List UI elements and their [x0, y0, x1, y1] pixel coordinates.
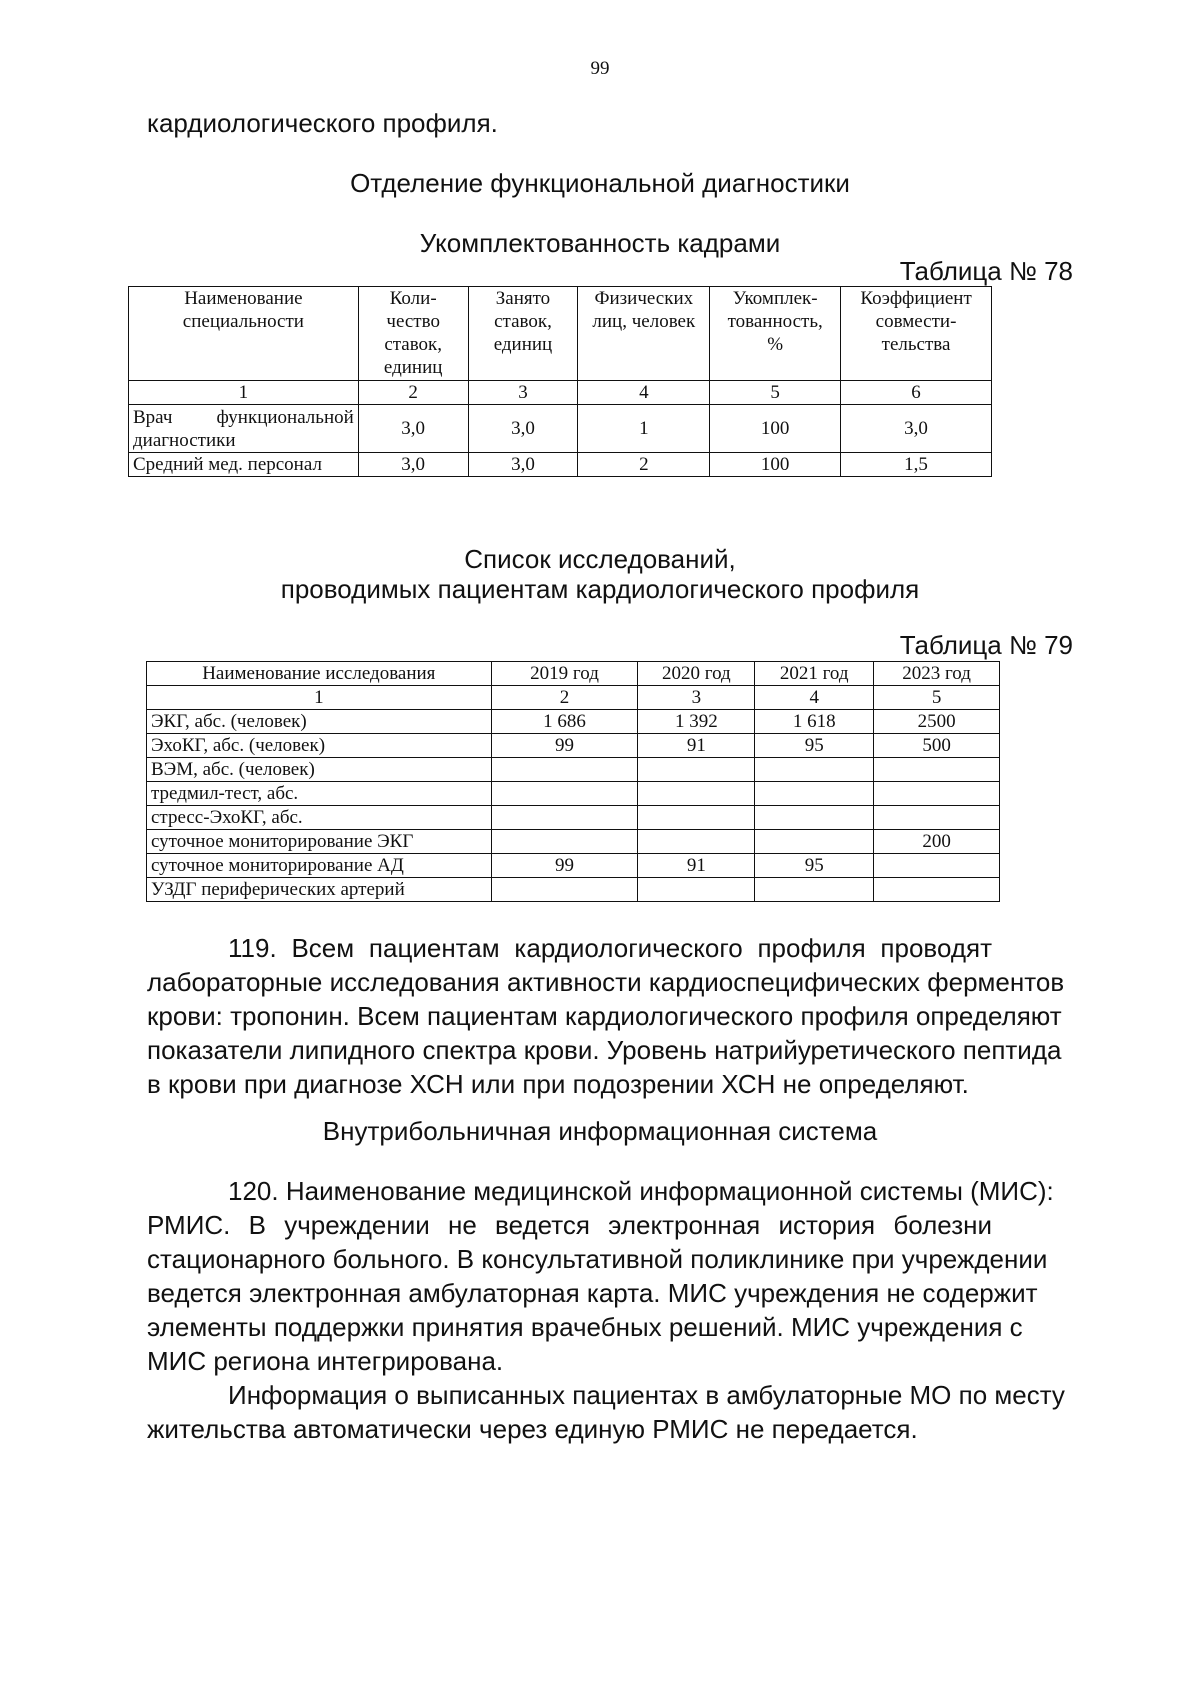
header-staffing-percent: Укомплек- тованность, %: [710, 287, 841, 381]
header-occupied-positions: Занято ставок, единиц: [468, 287, 578, 381]
header-study-name: Наименование исследования: [147, 662, 492, 686]
section-heading-functional-diagnostics: Отделение функциональной диагностики: [350, 168, 850, 198]
section-heading-information-system: Внутрибольничная информационная система: [322, 1116, 878, 1146]
header-2021: 2021 год: [755, 662, 874, 686]
paragraph-120: 120. Наименование медицинской информационной системы (МИС): РМИС. В учреждении не ведется электронная история болезни стационарного больного. В консультативной поликлинике при учреждении ведется электронная амбулаторная карта. МИС учреждения не содержит элементы поддержки принятия врачебных решений. МИС учреждения с МИС региона интегрирована.: [147, 1176, 1054, 1376]
staffing-table: [128, 286, 992, 477]
table-78-caption: Таблица № 78: [899, 256, 1073, 286]
header-2020: 2020 год: [638, 662, 755, 686]
table-row: стресс-ЭхоКГ, абс.: [147, 806, 1000, 830]
header-combination-coefficient: Коэффициент совмести- тельства: [841, 287, 992, 381]
table-row: ЭКГ, абс. (человек) 1 686 1 392 1 618 2500: [147, 710, 1000, 734]
header-positions-count: Коли- чество ставок, единиц: [358, 287, 468, 381]
intro-line: кардиологического профиля.: [147, 108, 498, 138]
page-number: 99: [590, 58, 610, 79]
table-row: суточное мониторирование ЭКГ 200: [147, 830, 1000, 854]
header-2023: 2023 год: [874, 662, 1000, 686]
table-79-caption: Таблица № 79: [899, 630, 1073, 660]
table-row: суточное мониторирование АД 99 91 95: [147, 854, 1000, 878]
table-numbering-row: 1 2 3 4 5 6: [129, 381, 992, 405]
table-row: Средний мед. персонал 3,0 3,0 2 100 1,5: [129, 453, 992, 477]
table-header-row: [147, 662, 1000, 686]
table-row: Врач функциональной диагностики 3,0 3,0 1 100 3,0: [129, 405, 992, 453]
section-heading-studies-line2: проводимых пациентам кардиологического профиля: [280, 574, 920, 604]
row-label: Врач функциональной диагностики: [129, 405, 359, 453]
table-numbering-row: 1 2 3 4 5: [147, 686, 1000, 710]
paragraph-119: 119. Всем пациентам кардиологического профиля проводят лабораторные исследования активности кардиоспецифических ферментов крови: тропонин. Всем пациентам кардиологического профиля определяют показатели липидного спектра крови. Уровень натрийуретического пептида в крови при диагнозе ХСН или при подозрении ХСН не определяют.: [147, 933, 1065, 1099]
table-row: тредмил-тест, абс.: [147, 782, 1000, 806]
header-2019: 2019 год: [491, 662, 638, 686]
table-row: ЭхоКГ, абс. (человек) 99 91 95 500: [147, 734, 1000, 758]
table-header-row: [129, 287, 992, 381]
studies-table: [146, 661, 1000, 902]
paragraph-last: Информация о выписанных пациентах в амбулаторные МО по месту жительства автоматически через единую РМИС не передается.: [147, 1380, 1065, 1444]
header-specialty: Наименование специальности: [129, 287, 359, 381]
section-subheading-staffing: Укомплектованность кадрами: [419, 228, 781, 258]
table-row: ВЭМ, абс. (человек): [147, 758, 1000, 782]
header-physical-persons: Физических лиц, человек: [578, 287, 710, 381]
section-heading-studies-line1: Список исследований,: [464, 544, 736, 574]
table-row: УЗДГ периферических артерий: [147, 878, 1000, 902]
